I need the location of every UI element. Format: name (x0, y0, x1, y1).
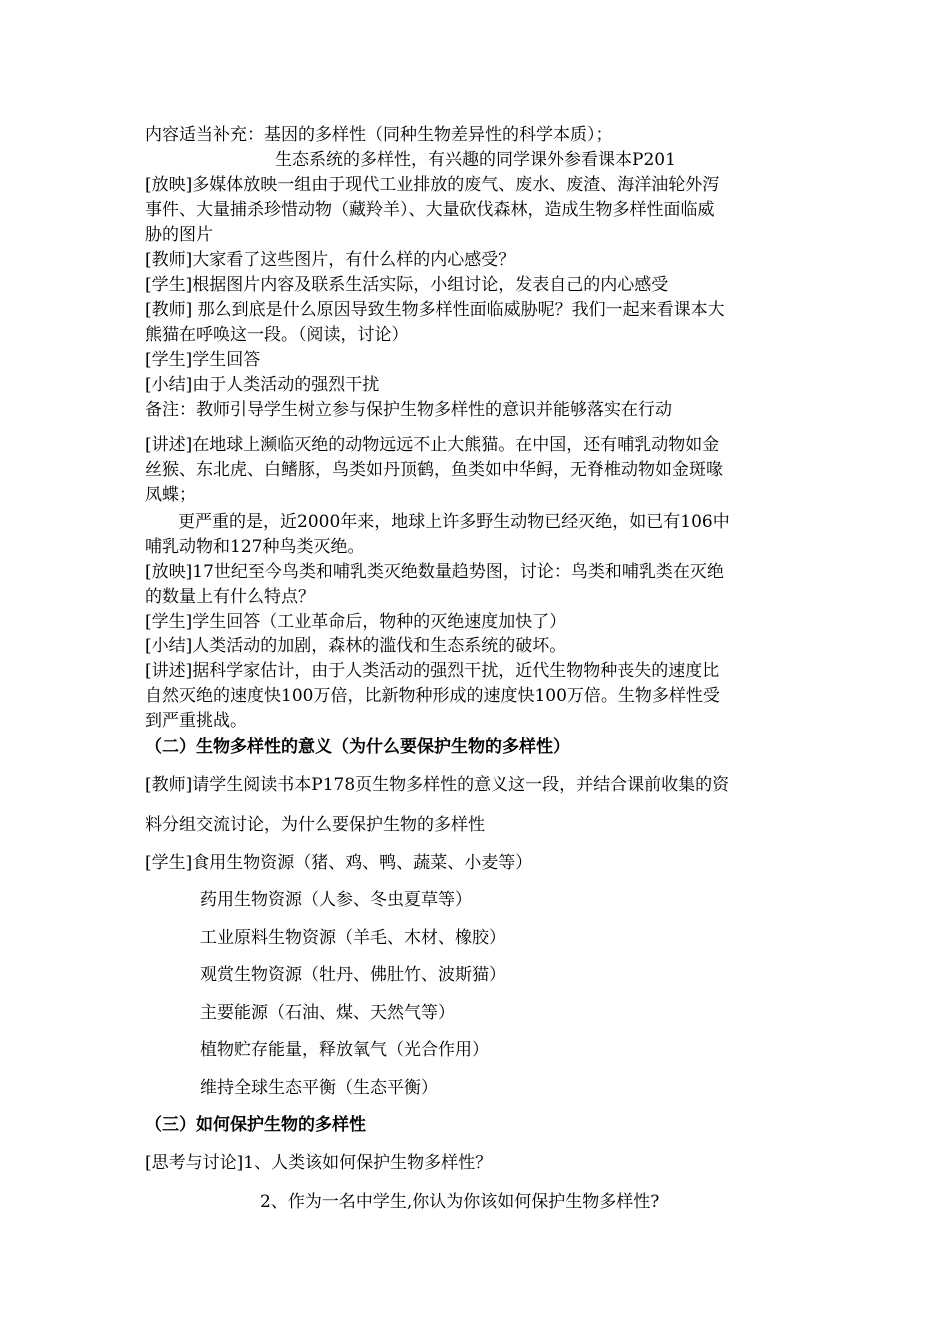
text-line: 自然灭绝的速度快100万倍，比新物种形成的速度快100万倍。生物多样性受 (145, 686, 720, 706)
section-heading: （三）如何保护生物的多样性 (145, 1115, 366, 1135)
list-item: 工业原料生物资源（羊毛、木材、橡胶） (200, 928, 506, 948)
text-line: [讲述]在地球上濒临灭绝的动物远远不止大熊猫。在中国，还有哺乳动物如金 (145, 435, 720, 455)
text-line: 到严重挑战。 (145, 711, 247, 731)
text-line: 熊猫在呼唤这一段。（阅读，讨论） (145, 325, 409, 345)
text-line: [学生]食用生物资源（猪、鸡、鸭、蔬菜、小麦等） (145, 853, 533, 873)
list-item: 主要能源（石油、煤、天然气等） (200, 1003, 455, 1023)
text-line: 更严重的是，近2000年来，地球上许多野生动物已经灭绝，如已有106中 (178, 512, 730, 532)
text-line: [学生]学生回答（工业革命后，物种的灭绝速度加快了） (145, 612, 567, 632)
text-line: 胁的图片 (145, 225, 213, 245)
text-line: 哺乳动物和127种鸟类灭绝。 (145, 537, 365, 557)
text-line: [小结]由于人类活动的强烈干扰 (145, 375, 380, 395)
text-line: [思考与讨论]1、人类该如何保护生物多样性？ (145, 1153, 493, 1173)
text-line: [放映]17世纪至今鸟类和哺乳类灭绝数量趋势图，讨论：鸟类和哺乳类在灭绝 (145, 562, 724, 582)
section-heading: （二）生物多样性的意义（为什么要保护生物的多样性） (145, 737, 570, 757)
text-line: 的数量上有什么特点？ (145, 587, 315, 607)
text-line: 料分组交流讨论，为什么要保护生物的多样性 (145, 815, 485, 835)
text-line: 凤蝶； (145, 485, 196, 505)
text-line: 内容适当补充：基因的多样性（同种生物差异性的科学本质）； (145, 125, 613, 145)
text-line: [教师]请学生阅读书本P178页生物多样性的意义这一段，并结合课前收集的资 (145, 775, 730, 795)
text-line: 2、作为一名中学生,你认为你该如何保护生物多样性? (260, 1192, 660, 1212)
text-line: [教师] 那么到底是什么原因导致生物多样性面临威胁呢？我们一起来看课本大 (145, 300, 725, 320)
text-line: [教师]大家看了这些图片，有什么样的内心感受？ (145, 250, 516, 270)
text-line: 丝猴、东北虎、白鳍豚，鸟类如丹顶鹤，鱼类如中华鲟，无脊椎动物如金斑喙 (145, 460, 723, 480)
list-item: 药用生物资源（人参、冬虫夏草等） (200, 890, 472, 910)
text-line: 事件、大量捕杀珍惜动物（藏羚羊）、大量砍伐森林，造成生物多样性面临威 (145, 200, 715, 220)
text-line: [学生]根据图片内容及联系生活实际，小组讨论，发表自己的内心感受 (145, 275, 669, 295)
list-item: 植物贮存能量，释放氧气（光合作用） (200, 1040, 489, 1060)
text-line: [小结]人类活动的加剧，森林的滥伐和生态系统的破坏。 (145, 636, 567, 656)
list-item: 观赏生物资源（牡丹、佛肚竹、波斯猫） (200, 965, 506, 985)
text-line: [学生]学生回答 (145, 350, 261, 370)
text-line: [放映]多媒体放映一组由于现代工业排放的废气、废水、废渣、海洋油轮外泻 (145, 175, 720, 195)
text-line: 生态系统的多样性，有兴趣的同学课外参看课本P201 (275, 150, 676, 170)
list-item: 维持全球生态平衡（生态平衡） (200, 1078, 438, 1098)
text-line: 备注：教师引导学生树立参与保护生物多样性的意识并能够落实在行动 (145, 400, 672, 420)
text-line: [讲述]据科学家估计，由于人类活动的强烈干扰，近代生物物种丧失的速度比 (145, 661, 720, 681)
